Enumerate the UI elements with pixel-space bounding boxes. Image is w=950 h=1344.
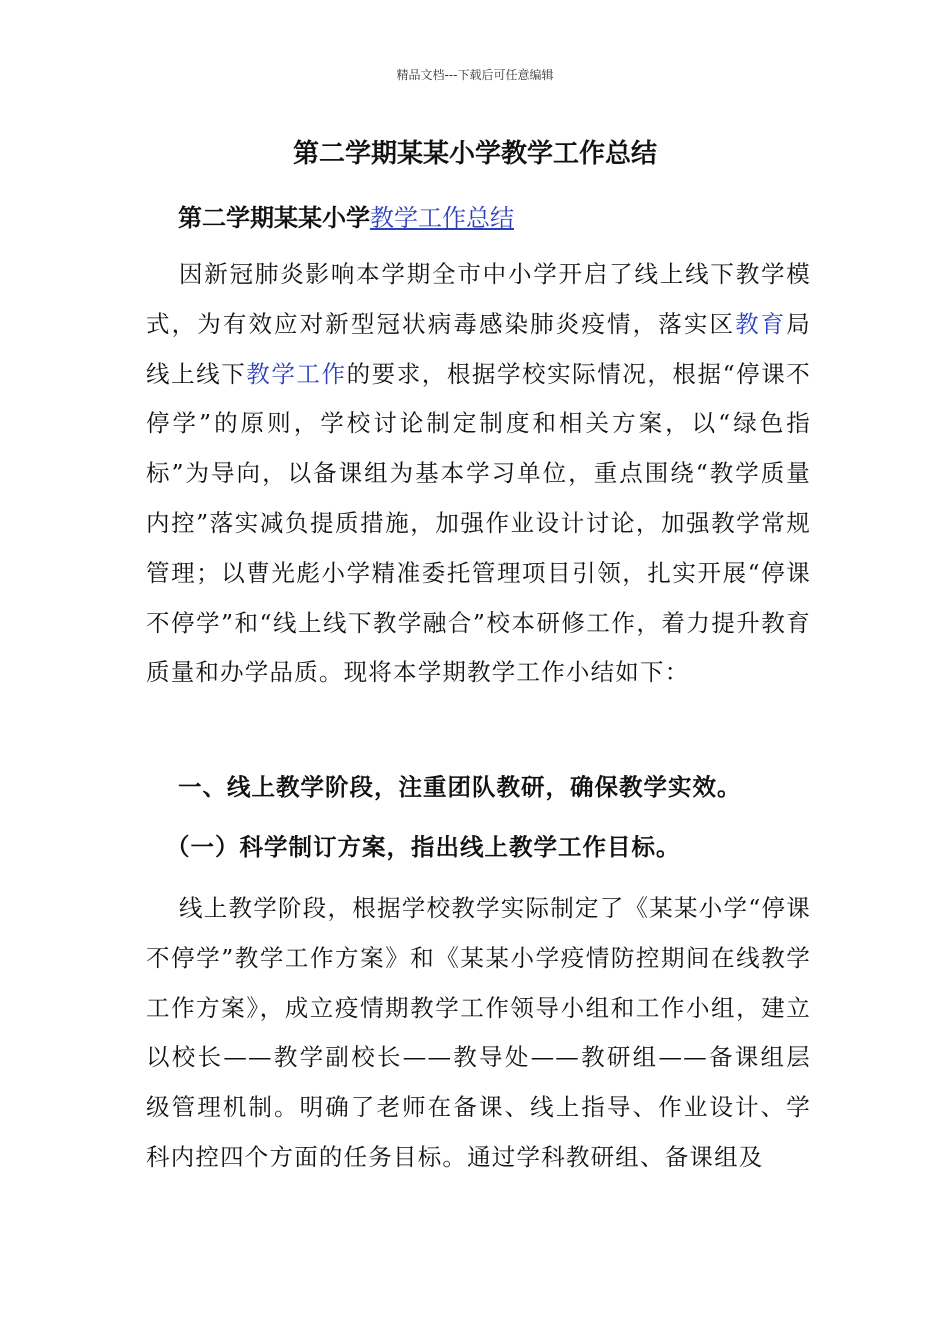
keyword-link-education[interactable]: 教育 bbox=[735, 309, 787, 338]
paragraph-text: 局线上线下 bbox=[146, 309, 811, 388]
keyword-link-teaching-work[interactable]: 教学工作 bbox=[246, 359, 347, 388]
body-paragraph bbox=[146, 884, 811, 1183]
subtitle-text: 第二学期某某小学 bbox=[178, 204, 370, 232]
document-subtitle bbox=[178, 198, 514, 233]
intro-paragraph bbox=[146, 250, 811, 698]
header-note: 精品文档---下载后可任意编辑 bbox=[396, 68, 554, 82]
paragraph-text: 的要求，根据学校实际情况，根据“停课不停学”的原则，学校讨论制定制度和相关方案，以“绿色指标”为导向，以备课组为基本学习单位，重点围绕“教学质量内控”落实减负提质措施，加强作业设计讨论，加强教学常规管理；以曹光彪小学精准委托管理项目引领，扎实开展“停课不停学”和“线上线下教学融合”校本研修工作，着力提升教育质量和办学品质。现将本学期教学工作小结如下： bbox=[146, 359, 811, 687]
subsection-heading: （一）科学制订方案，指出线上教学工作目标。 bbox=[166, 833, 681, 861]
section-heading: 一、线上教学阶段，注重团队教研，确保教学实效。 bbox=[178, 773, 742, 801]
paragraph-text: 因新冠肺炎影响本学期全市中小学开启了线上线下教学模式，为有效应对新型冠状病毒感染肺炎疫情，落实区 bbox=[146, 260, 811, 338]
document-title: 第二学期某某小学教学工作总结 bbox=[292, 139, 657, 169]
subtitle-link[interactable]: 教学工作总结 bbox=[370, 204, 514, 232]
paragraph-text: 线上教学阶段，根据学校教学实际制定了《某某小学“停课不停学”教学工作方案》和《某某小学疫情防控期间在线教学工作方案》，成立疫情期教学工作领导小组和工作小组，建立以校长——教学副校长——教导处——教研组——备课组层级管理机制。明确了老师在备课、线上指导、作业设计、学科内控四个方面的任务目标。通过学科教研组、备课组及 bbox=[146, 894, 811, 1171]
